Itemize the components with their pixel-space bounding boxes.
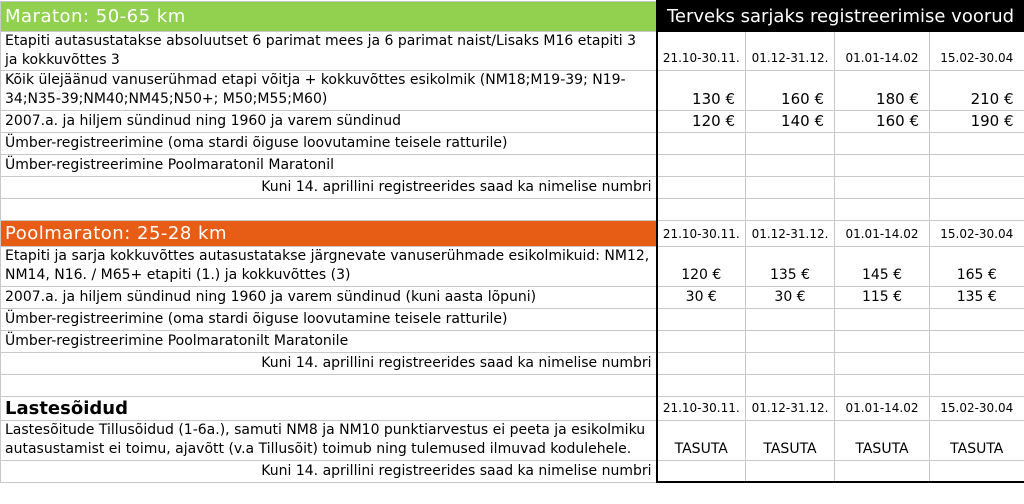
maraton-row-label: Etapiti autasustatakse absoluutset 6 parimat mees ja 6 parimat naist/Lisaks M16 etapiti 3 ja kokkuvõttes 3 bbox=[1, 31, 657, 70]
maraton-price: 210 € bbox=[930, 70, 1024, 110]
poolmaraton-price: 120 € bbox=[657, 246, 746, 286]
empty-cell bbox=[657, 352, 746, 374]
empty-cell bbox=[657, 132, 746, 154]
lastesoidud-section-title: Lastesõidud bbox=[1, 396, 657, 420]
maraton-row-label: 2007.a. ja hiljem sündinud ning 1960 ja varem sündinud bbox=[1, 110, 657, 132]
poolmaraton-price: 30 € bbox=[657, 286, 746, 308]
poolmaraton-price: 165 € bbox=[930, 246, 1024, 286]
maraton-date-2: 01.12-31.12. bbox=[746, 31, 835, 70]
poolmaraton-row-label: Kuni 14. aprillini registreerides saad ka nimelise numbri bbox=[1, 352, 657, 374]
series-registration-header: Terveks sarjaks registreerimise voorud bbox=[657, 1, 1024, 31]
spacer-row bbox=[1, 374, 657, 396]
maraton-price: 180 € bbox=[835, 70, 930, 110]
maraton-row-label: Kõik ülejäänud vanuserühmad etapi võitja + kokkuvõttes esikolmik (NM18;M19-39; N19-34;N35-39;NM40;NM45;N50+; M50;M55;M60) bbox=[1, 70, 657, 110]
lastesoidud-price: TASUTA bbox=[746, 420, 835, 460]
poolmaraton-date-1: 21.10-30.11. bbox=[657, 220, 746, 246]
empty-cell bbox=[657, 154, 746, 176]
poolmaraton-row-label: 2007.a. ja hiljem sündinud ning 1960 ja varem sündinud (kuni aasta lõpuni) bbox=[1, 286, 657, 308]
spacer-row bbox=[1, 198, 657, 220]
lastesoidud-price: TASUTA bbox=[930, 420, 1024, 460]
poolmaraton-date-3: 01.01-14.02 bbox=[835, 220, 930, 246]
empty-cell bbox=[657, 176, 746, 198]
maraton-price: 190 € bbox=[930, 110, 1024, 132]
maraton-date-4: 15.02-30.04 bbox=[930, 31, 1024, 70]
lastesoidud-date-2: 01.12-31.12. bbox=[746, 396, 835, 420]
maraton-row-label: Ümber-registreerimine Poolmaratonil Maratonil bbox=[1, 154, 657, 176]
lastesoidud-date-4: 15.02-30.04 bbox=[930, 396, 1024, 420]
poolmaraton-date-2: 01.12-31.12. bbox=[746, 220, 835, 246]
maraton-date-1: 21.10-30.11. bbox=[657, 31, 746, 70]
poolmaraton-section-title: Poolmaraton: 25-28 km bbox=[1, 220, 657, 246]
maraton-row-label: Kuni 14. aprillini registreerides saad ka nimelise numbri bbox=[1, 176, 657, 198]
maraton-price: 160 € bbox=[746, 70, 835, 110]
poolmaraton-date-4: 15.02-30.04 bbox=[930, 220, 1024, 246]
lastesoidud-price: TASUTA bbox=[835, 420, 930, 460]
poolmaraton-price: 135 € bbox=[746, 246, 835, 286]
poolmaraton-price: 135 € bbox=[930, 286, 1024, 308]
maraton-price: 140 € bbox=[746, 110, 835, 132]
lastesoidud-date-1: 21.10-30.11. bbox=[657, 396, 746, 420]
poolmaraton-row-label: Ümber-registreerimine Poolmaratonilt Maratonile bbox=[1, 330, 657, 352]
empty-cell bbox=[657, 460, 746, 482]
lastesoidud-price: TASUTA bbox=[657, 420, 746, 460]
poolmaraton-row-label: Etapiti ja sarja kokkuvõttes autasustatakse järgnevate vanuserühmade esikolmikuid: NM12, NM14, N16. / M65+ etapiti (1.) ja kokkuvõttes (3) bbox=[1, 246, 657, 286]
maraton-date-3: 01.01-14.02 bbox=[835, 31, 930, 70]
lastesoidud-row-label: Lastesõitude Tillusõidud (1-6a.), samuti NM8 ja NM10 punktiarvestus ei peeta ja esikolmiku autasustamist ei toimu, ajavõtt (v.a Tillusõit) toimub ning tulemused ilmuvad kodulehele. bbox=[1, 420, 657, 460]
maraton-row-label: Ümber-registreerimine (oma stardi õiguse loovutamine teisele ratturile) bbox=[1, 132, 657, 154]
maraton-section-title: Maraton: 50-65 km bbox=[1, 1, 657, 31]
maraton-price: 160 € bbox=[835, 110, 930, 132]
maraton-price: 130 € bbox=[657, 70, 746, 110]
poolmaraton-price: 145 € bbox=[835, 246, 930, 286]
empty-cell bbox=[657, 330, 746, 352]
poolmaraton-price: 30 € bbox=[746, 286, 835, 308]
empty-cell bbox=[657, 308, 746, 330]
lastesoidud-row-label: Kuni 14. aprillini registreerides saad ka nimelise numbri bbox=[1, 460, 657, 482]
lastesoidud-date-3: 01.01-14.02 bbox=[835, 396, 930, 420]
poolmaraton-row-label: Ümber-registreerimine (oma stardi õiguse loovutamine teisele ratturile) bbox=[1, 308, 657, 330]
poolmaraton-price: 115 € bbox=[835, 286, 930, 308]
maraton-price: 120 € bbox=[657, 110, 746, 132]
